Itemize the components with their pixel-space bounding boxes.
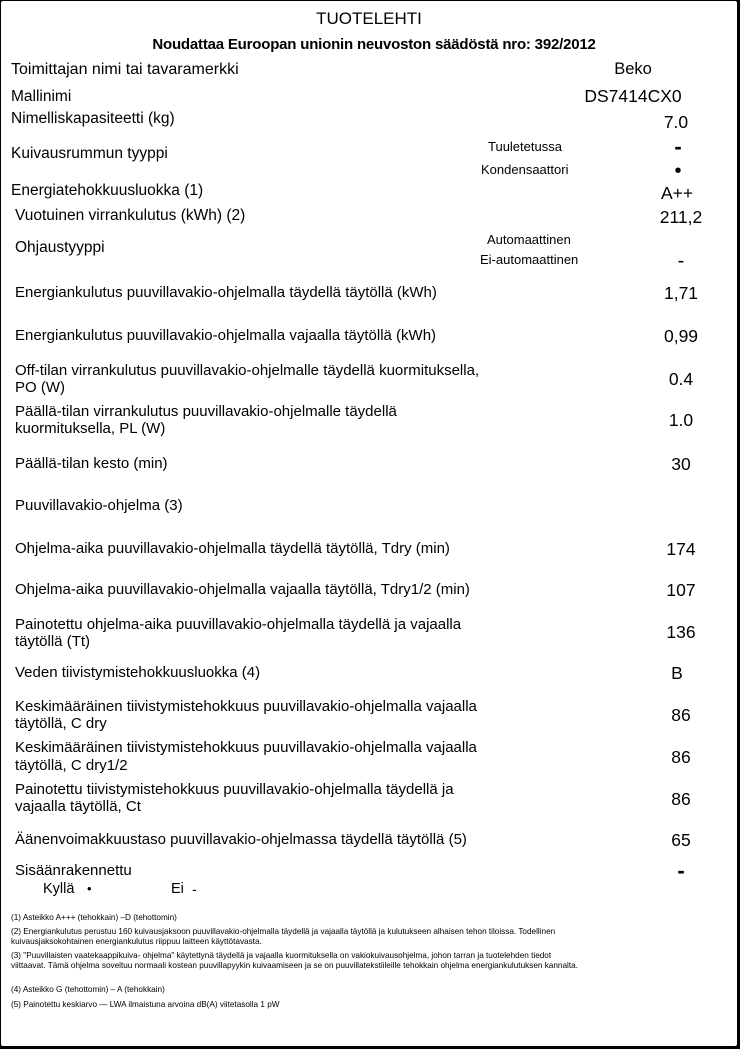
document-title: TUOTELEHTI xyxy=(316,9,422,28)
built-in-label: Sisäänrakennettu xyxy=(15,862,132,879)
noise-value: 65 xyxy=(671,830,691,850)
cdry-value: 86 xyxy=(671,705,691,725)
control-type-label: Ohjaustyyppi xyxy=(15,239,105,256)
footnote-5: (5) Painotettu keskiarvo — LWA ilmaistuna arvoina dB(A) viitetasolla 1 pW xyxy=(11,1000,280,1009)
capacity-value: 7.0 xyxy=(663,112,689,132)
left-on-duration-value: 30 xyxy=(671,454,691,474)
ct-label-line2: vajaalla täytöllä, Ct xyxy=(15,798,141,815)
full-load-consumption-label: Energiankulutus puuvillavakio-ohjelmalla täydellä täytöllä (kWh) xyxy=(15,284,437,301)
off-mode-value: 0.4 xyxy=(668,369,694,389)
cdry-half-value: 86 xyxy=(671,747,691,767)
off-mode-label-line2: PO (W) xyxy=(15,379,65,396)
left-on-value: 1.0 xyxy=(668,410,694,430)
tdry-half-value: 107 xyxy=(666,580,696,600)
model-value: DS7414CX0 xyxy=(584,86,682,106)
annual-consumption-value: 211,2 xyxy=(659,207,703,227)
regulation-subtitle: Noudattaa Euroopan unionin neuvoston säädöstä nro: 392/2012 xyxy=(152,36,596,53)
left-on-duration-label: Päällä-tilan kesto (min) xyxy=(15,455,168,472)
supplier-value: Beko xyxy=(614,60,652,78)
vented-value: - xyxy=(674,134,682,159)
built-in-yes-value: • xyxy=(87,881,92,896)
cdry-half-label-line2: täytöllä, C dry1/2 xyxy=(15,757,128,774)
left-on-label-line1: Päällä-tilan virrankulutus puuvillavakio-ohjelmalle täydellä xyxy=(15,403,397,420)
built-in-yes-label: Kyllä xyxy=(43,881,75,897)
non-automatic-option: Ei-automaattinen xyxy=(480,252,579,267)
tt-value: 136 xyxy=(666,622,696,642)
annual-consumption-label: Vuotuinen virrankulutus (kWh) (2) xyxy=(15,207,246,224)
built-in-no-label: Ei xyxy=(171,881,184,897)
cdry-label-line1: Keskimääräinen tiivistymistehokkuus puuvillavakio-ohjelmalla vajaalla xyxy=(15,698,477,715)
noise-label: Äänenvoimakkuustaso puuvillavakio-ohjelmassa täydellä täytöllä (5) xyxy=(15,831,467,848)
condensation-class-value: B xyxy=(671,663,683,683)
left-on-label-line2: kuormituksella, PL (W) xyxy=(15,420,166,437)
model-label: Mallinimi xyxy=(11,88,72,105)
dryer-type-label: Kuivausrummun tyyppi xyxy=(11,145,168,162)
off-mode-label-line1: Off-tilan virrankulutus puuvillavakio-ohjelmalle täydellä kuormituksella, xyxy=(15,362,480,379)
automatic-option: Automaattinen xyxy=(487,232,571,247)
capacity-label: Nimelliskapasiteetti (kg) xyxy=(11,110,175,127)
non-automatic-value: - xyxy=(677,250,685,272)
product-fiche-sheet xyxy=(1,1,737,1046)
footnote-4: (4) Asteikko G (tehottomin) – A (tehokkain) xyxy=(11,985,165,994)
full-load-consumption-value: 1,71 xyxy=(663,283,699,303)
energy-class-label: Energiatehokkuusluokka (1) xyxy=(11,182,204,199)
ct-label-line1: Painotettu tiivistymistehokkuus puuvillavakio-ohjelmalla täydellä ja xyxy=(15,781,454,798)
tdry-value: 174 xyxy=(666,539,696,559)
vented-option: Tuuletetussa xyxy=(488,139,562,154)
partial-load-consumption-value: 0,99 xyxy=(663,326,699,346)
built-in-no-value: - xyxy=(192,881,197,897)
footnote-2: (2) Energiankulutus perustuu 160 kuivausjaksoon puuvillavakio-ohjelmalla täydellä ja vajaalla täytöllä ja kulutukseen alhaisen tehon tiloissa. Todellinen kuivausjaksokohtainen energiankulutus riippuu laitteen käyttötavasta. xyxy=(11,927,556,946)
cdry-half-label-line1: Keskimääräinen tiivistymistehokkuus puuvillavakio-ohjelmalla vajaalla xyxy=(15,739,477,756)
footnote-3: (3) "Puuvillaisten vaatekaappikuiva- ohjelma" käytettynä täydellä ja vajaalla kuormituksella on vakiokuivausohjelma, johon tarran ja tuotelehden tiedot viittaavat. Tämä ohjelma soveltuu normaali kostean puuvillapyykin kuivaamiseen ja se on puuvillatekstiileille tehokkain ohjelma energiankulutuksen kannalta. xyxy=(11,951,578,970)
condenser-option: Kondensaattori xyxy=(481,162,569,177)
energy-class-value: A++ xyxy=(660,183,694,203)
supplier-label: Toimittajan nimi tai tavaramerkki xyxy=(11,61,239,78)
partial-load-consumption-label: Energiankulutus puuvillavakio-ohjelmalla vajaalla täytöllä (kWh) xyxy=(15,327,437,344)
built-in-value: - xyxy=(677,858,685,883)
condensation-class-label: Veden tiivistymistehokkuusluokka (4) xyxy=(15,664,261,681)
tt-label-line2: täytöllä (Tt) xyxy=(15,633,91,650)
tt-label-line1: Painotettu ohjelma-aika puuvillavakio-ohjelmalla täydellä ja vajaalla xyxy=(15,616,462,633)
cdry-label-line2: täytöllä, C dry xyxy=(15,715,107,732)
tdry-label: Ohjelma-aika puuvillavakio-ohjelmalla täydellä täytöllä, Tdry (min) xyxy=(15,540,450,557)
ct-value: 86 xyxy=(671,789,691,809)
footnote-1: (1) Asteikko A+++ (tehokkain) –D (tehottomin) xyxy=(11,913,177,922)
tdry-half-label: Ohjelma-aika puuvillavakio-ohjelmalla vajaalla täytöllä, Tdry1/2 (min) xyxy=(15,581,470,598)
condenser-value: • xyxy=(674,160,682,182)
standard-program-label: Puuvillavakio-ohjelma (3) xyxy=(15,497,183,514)
